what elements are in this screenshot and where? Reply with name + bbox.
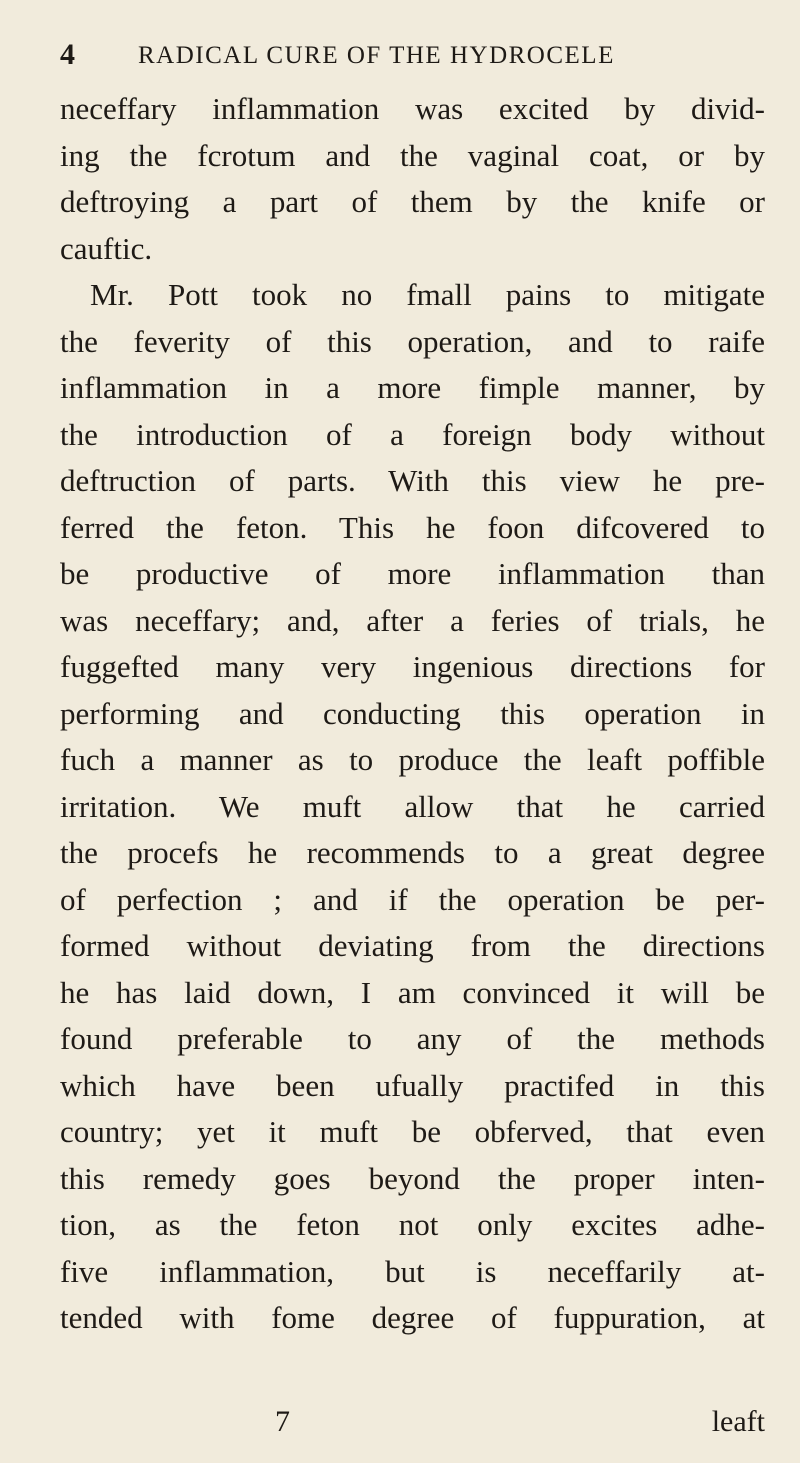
text-line: ferred the feton. This he foon difcovered to: [60, 509, 765, 545]
text-line: found preferable to any of the methods: [60, 1021, 765, 1056]
signature-mark: 7: [275, 1405, 290, 1438]
text-line: irritation. We muft allow that he carried: [60, 788, 765, 824]
text-line: five inflammation, but is neceffarily at-: [60, 1253, 765, 1289]
text-line: the feverity of this operation, and to raife: [60, 323, 765, 359]
text-line: the introduction of a foreign body without: [60, 416, 765, 452]
text-line: cauftic.: [60, 230, 153, 266]
catchword: leaft: [711, 1405, 765, 1438]
text-line: fuggefted many very ingenious directions for: [60, 649, 765, 684]
text-line: the procefs he recommends to a great degree: [60, 835, 765, 870]
text-line: was neceffary; and, after a feries of trials, he: [60, 602, 765, 638]
text-line: country; yet it muft be obferved, that even: [60, 1114, 765, 1149]
text-line: be productive of more inflammation than: [60, 556, 765, 591]
text-line: deftroying a part of them by the knife or: [60, 184, 765, 219]
text-line: inflammation in a more fimple manner, by: [60, 370, 765, 405]
text-line: he has laid down, I am convinced it will be: [60, 974, 765, 1010]
page-number: 4: [60, 38, 75, 71]
text-line: Mr. Pott took no fmall pains to mitigate: [90, 277, 765, 312]
text-line: deftruction of parts. With this view he pre-: [60, 463, 765, 498]
text-line: formed without deviating from the directions: [60, 928, 765, 963]
text-line: performing and conducting this operation in: [60, 695, 765, 731]
text-line: this remedy goes beyond the proper inten-: [60, 1160, 765, 1196]
text-line: which have been ufually practifed in this: [60, 1067, 765, 1103]
running-head: RADICAL CURE OF THE HYDROCELE: [138, 42, 615, 69]
text-line: of perfection ; and if the operation be per-: [60, 881, 765, 917]
body-text: [60, 86, 765, 1342]
text-line: fuch a manner as to produce the leaft poffible: [60, 742, 765, 777]
page-header: [60, 38, 760, 78]
text-line: tended with fome degree of fuppuration, at: [60, 1300, 765, 1335]
page-footer: [60, 1405, 765, 1451]
text-line: ing the fcrotum and the vaginal coat, or by: [60, 137, 765, 173]
text-line: tion, as the feton not only excites adhe-: [60, 1207, 765, 1242]
text-line: neceffary inflammation was excited by divid-: [60, 91, 765, 126]
